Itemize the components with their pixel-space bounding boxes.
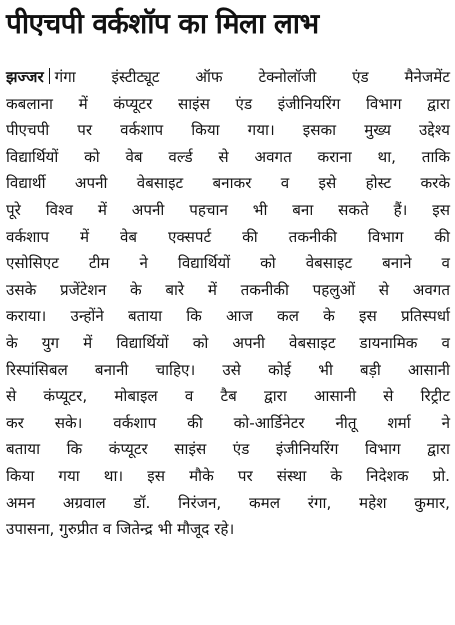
article-body	[6, 64, 450, 543]
article-line-18: उपासना, गुरुप्रीत व जितेन्द्र भी मौजूद रहे।	[6, 520, 235, 539]
dateline: झज्जर	[6, 68, 44, 86]
article-line-15: बताया कि कंप्यूटर साइंस एंड इंजीनियरिंग विभाग द्वारा	[6, 440, 450, 459]
headline: पीएचपी वर्कशॉप का मिला लाभ	[6, 7, 319, 40]
article-line-3: पीएचपी पर वर्कशाप किया गया। इसका मुख्य उद्देश्य	[6, 121, 450, 140]
article-line-1-text: गंगा इंस्टीट्यूट ऑफ टेक्नोलॉजी एंड मैनेजमेंट	[54, 68, 450, 86]
article-line-13: से कंप्यूटर, मोबाइल व टैब द्वारा आसानी से रिट्रीट	[6, 387, 450, 406]
article-line-1	[6, 64, 450, 91]
article-line-12: रिस्पांसिबल बनानी चाहिए। उसे कोई भी बड़ी आसानी	[6, 360, 450, 379]
article-line-11: के युग में विद्यार्थियों को अपनी वेबसाइट डायनामिक व	[6, 333, 450, 352]
article-line-8: एसोसिएट टीम ने विद्यार्थियों को वेबसाइट बनाने व	[6, 254, 450, 273]
article-line-14: कर सके। वर्कशाप की को-आर्डिनेटर नीतू शर्मा ने	[6, 413, 450, 432]
article-line-10: कराया। उन्होंने बताया कि आज कल के इस प्रतिस्पर्धा	[6, 307, 450, 326]
article-line-4: विद्यार्थियों को वेब वर्ल्ड से अवगत कराना था, ताकि	[6, 147, 450, 166]
article-line-17: अमन अग्रवाल डॉ. निरंजन, कमल रंगा, महेश कुमार,	[6, 493, 450, 512]
article-line-7: वर्कशाप में वेब एक्सपर्ट की तकनीकी विभाग की	[6, 227, 450, 246]
article-line-16: किया गया था। इस मौके पर संस्था के निदेशक प्रो.	[6, 466, 450, 485]
article-line-2: कबलाना में कंप्यूटर साइंस एंड इंजीनियरिंग विभाग द्वारा	[6, 94, 450, 113]
article-line-9: उसके प्रजेंटेशन के बारे में तकनीकी पहलुओं से अवगत	[6, 280, 450, 299]
article-line-5: विद्यार्थी अपनी वेबसाइट बनाकर व इसे होस्ट करके	[6, 174, 450, 193]
article-line-6: पूरे विश्व में अपनी पहचान भी बना सकते हैं। इस	[6, 200, 450, 219]
dateline-separator	[49, 68, 50, 84]
